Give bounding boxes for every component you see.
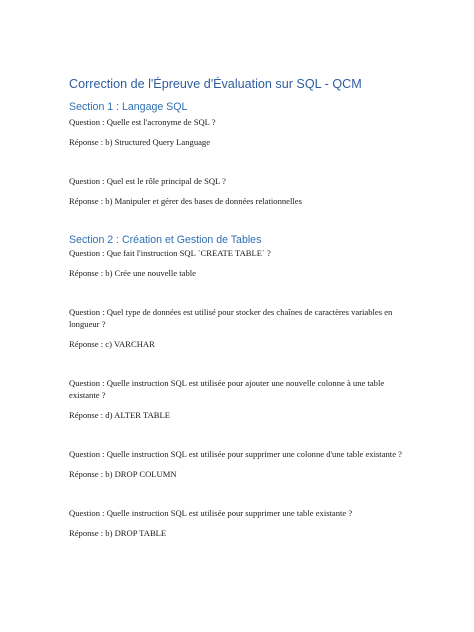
answer-text: Réponse : b) DROP COLUMN [69, 469, 177, 479]
question-text: Question : Quelle instruction SQL est utilisée pour ajouter une nouvelle colonne à une table existante ? [69, 378, 385, 400]
question-text: Question : Quel est le rôle principal de SQL ? [69, 176, 226, 186]
section-heading: Section 2 : Création et Gestion de Tables [69, 234, 262, 246]
qa-item [69, 116, 409, 148]
answer-text: Réponse : b) Manipuler et gérer des bases de données relationnelles [69, 196, 302, 206]
qa-item [69, 448, 409, 480]
section-heading: Section 1 : Langage SQL [69, 101, 188, 113]
qa-item [69, 175, 409, 207]
question-text: Question : Quelle instruction SQL est utilisée pour supprimer une table existante ? [69, 508, 353, 518]
answer-text: Réponse : b) DROP TABLE [69, 528, 167, 538]
qa-item [69, 377, 409, 421]
answer-text: Réponse : b) Structured Query Language [69, 137, 211, 147]
question-text: Question : Que fait l'instruction SQL `CREATE TABLE` ? [69, 248, 271, 258]
document-title: Correction de l'Épreuve d'Évaluation sur SQL - QCM [69, 77, 362, 91]
section-1 [69, 100, 409, 207]
question-text: Question : Quelle est l'acronyme de SQL ? [69, 117, 216, 127]
document-content [69, 76, 409, 539]
qa-item [69, 306, 409, 350]
answer-text: Réponse : b) Crée une nouvelle table [69, 268, 196, 278]
answer-text: Réponse : d) ALTER TABLE [69, 410, 171, 420]
answer-text: Réponse : c) VARCHAR [69, 339, 155, 349]
section-2 [69, 233, 409, 539]
qa-item [69, 247, 409, 279]
question-text: Question : Quel type de données est utilisé pour stocker des chaînes de caractères variables en longueur ? [69, 307, 393, 329]
question-text: Question : Quelle instruction SQL est utilisée pour supprimer une colonne d'une table existante ? [69, 449, 402, 459]
qa-item [69, 507, 409, 539]
